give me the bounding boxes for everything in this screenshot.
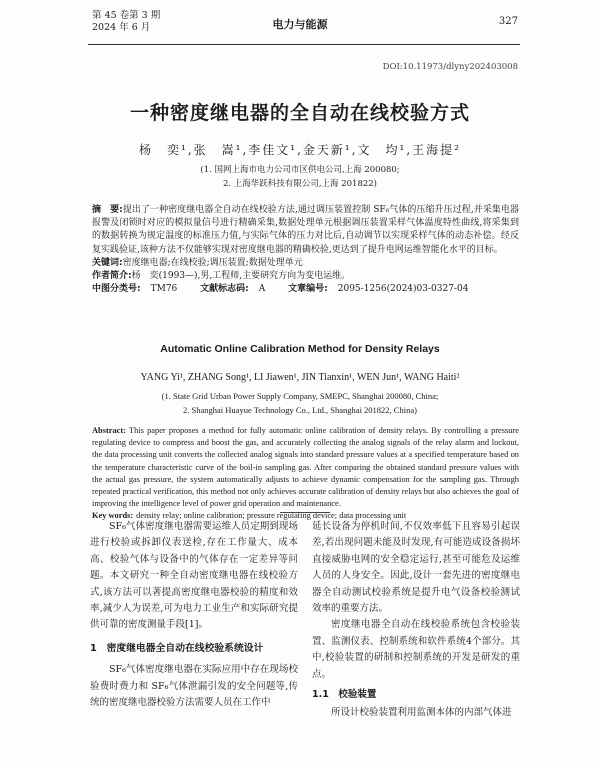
- article-no-value: 2095-1256(2024)03-0327-04: [337, 284, 469, 295]
- clc-label: 中图分类号:: [92, 284, 141, 295]
- abstract-en: [92, 425, 519, 523]
- doi: DOI:10.11973/dlyny202403008: [382, 62, 518, 72]
- volume-issue: 第 45 卷第 3 期: [92, 10, 161, 21]
- affiliations-cn: [0, 163, 600, 191]
- keywords-en-text: density relay; online calibration; pressure regulating device; data processing unit: [136, 511, 407, 521]
- section-heading-1-1: 1.1 校验装置: [312, 689, 377, 701]
- keywords-en-label: Key words:: [92, 511, 134, 521]
- paper-title-en: Automatic Online Calibration Method for Density Relays: [160, 343, 440, 355]
- section-separator: [280, 512, 330, 513]
- keywords-cn-label: 关键词:: [92, 257, 123, 268]
- affiliation-en-1: (1. State Grid Urban Power Supply Company, SMEPC, Shanghai 200080, China;: [161, 391, 439, 401]
- affiliation-cn-1: (1. 国网上海市电力公司市区供电公司,上海 200080;: [200, 165, 400, 175]
- body-paragraph: 所设计校验装置利用监测本体的内部气体进: [331, 707, 512, 719]
- body-paragraph: 延长设备为停机时间,不仅效率低下且容易引起误差,若出现问题未能及时发现,有可能造成设备损坏直接威胁电网的安全稳定运行,甚至可能危及运维人员的人身安全。因此,设计一套先进的密度继电器全自动测试校验系统是提升电气设备校验测试效率的重要方法。: [312, 521, 520, 615]
- body-column-left: [90, 519, 298, 711]
- abstract-cn-text: 提出了一种密度继电器全自动在线校验方法,通过调压装置控制 SF₆气体的压缩升压过程,并采集电器报警及闭锁时对应的模拟量信号进行精确采集,数据处理单元根据调压装置采样气体温度特性曲线,将采集到的数据转换为规定温度的标准压力值,与实际气体的压力对比后,自动调节以实现采样气体的动态补偿。经反复实践验证,该种方法不仅能够实现对密度继电器的精确校验,更达到了提升电网运维智能化水平的目标。: [92, 205, 519, 255]
- journal-name: 电力与能源: [272, 18, 328, 31]
- keywords-cn: [92, 257, 519, 270]
- body-paragraph: SF₆气体密度继电器需要运维人员定期到现场进行校验或拆卸仪表送检,存在工作量大、成本高、校验气体与设备中的气体存在一定差异等问题。本文研究一种全自动密度继电器在线校验方式,该方法可以著提高密度继电器校验的精度和效率,减少人为误差,可为电力工业生产和实际研究提供可靠的密度测量手段[1]。: [90, 521, 298, 631]
- header-rule: [88, 44, 520, 45]
- affiliation-en-2: 2. Shanghai Huayue Technology Co., Ltd., Shanghai 201822, China): [183, 404, 417, 415]
- author-bio-text: 杨 奕(1993—),男,工程师,主要研究方向为变电运维。: [131, 271, 351, 282]
- classification-line: [92, 283, 519, 296]
- clc-value: TM76: [150, 284, 178, 295]
- abstract-cn: [92, 204, 519, 296]
- body-paragraph: 密度继电器全自动在线校验系统包含校验装置、监测仪表、控制系统和软件系统4个部分。其中,校验装置的研制和控制系统的开发是研发的重点。: [312, 619, 520, 680]
- keywords-cn-text: 密度继电器;在线校验;调压装置;数据处理单元: [122, 257, 303, 268]
- paper-title-cn: 一种密度继电器的全自动在线校验方式: [129, 102, 470, 124]
- doc-code-label: 文献标志码:: [200, 284, 249, 295]
- authors-en: YANG Yi¹, ZHANG Song¹, LI Jiawen¹, JIN Tianxin¹, WEN Jun¹, WANG Haiti²: [140, 372, 460, 383]
- affiliation-cn-2: 2. 上海华跃科技有限公司,上海 201822): [223, 179, 377, 189]
- author-bio-label: 作者简介:: [92, 271, 132, 282]
- abstract-en-text: This paper proposes a method for fully automatic online calibration of density relays. By controlling a pressure regulating device to compress and boost the gas, and accurately collecting the analog signals of the relay alarm and lockout, the data processing unit converts the collected analog signals into standard pressure values at a specified temperature based on the temperature characteristic curve of the boil-in sampling gas. After comparing the obtained standard pressure values with the actual gas pressure, the system automatically adjusts to achieve dynamic compensation for the sampling gas. Through repeated practical verification, this method not only achieves accurate calibration of density relays but also achieves the goal of improving the intelligence level of power grid operation and maintenance.: [92, 426, 519, 509]
- page-number: 327: [498, 16, 518, 27]
- abstract-en-label: Abstract:: [92, 426, 126, 435]
- section-heading-1: 1 密度继电器全自动在线校验系统设计: [90, 642, 264, 654]
- body-paragraph: SF₆气体密度继电器在实际应用中存在现场校验费时费力和 SF₆气体泄漏引发的安全问题等,传统的密度继电器校验方法需要人员在工作中: [90, 664, 298, 709]
- body-column-right: [312, 519, 520, 722]
- abstract-cn-label: 摘 要:: [92, 205, 123, 215]
- authors-cn: 杨 奕¹,张 嵩¹,李佳文¹,金天新¹,文 均¹,王海提²: [139, 143, 461, 157]
- doc-code-value: A: [258, 284, 266, 295]
- author-bio: [92, 270, 519, 283]
- affiliations-en: [0, 390, 600, 417]
- running-header: [0, 0, 600, 46]
- issue-date: 2024 年 6 月: [92, 22, 151, 33]
- article-no-label: 文章编号:: [288, 284, 328, 295]
